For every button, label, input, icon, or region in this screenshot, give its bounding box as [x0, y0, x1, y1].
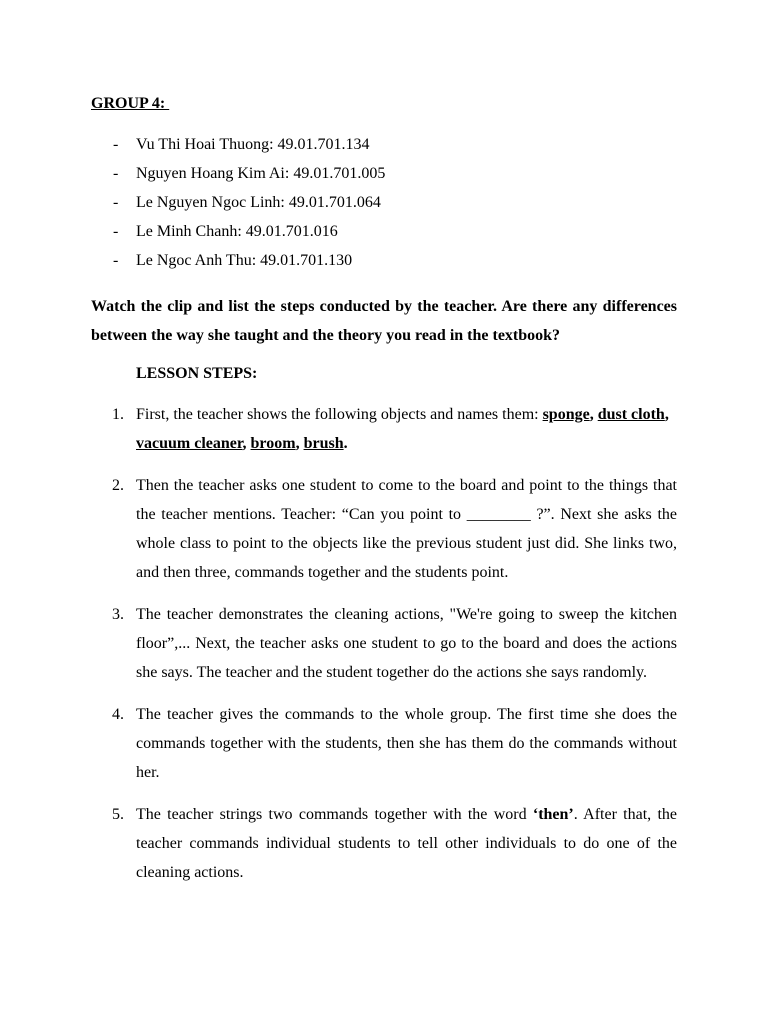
object-separator: , [295, 435, 304, 452]
step-text-after: . After that, the teacher commands individual students to tell other individuals to do one of the cleaning actions. [136, 806, 678, 881]
lesson-steps-list [91, 400, 677, 900]
step-item [91, 700, 677, 787]
step-number: 3. [112, 606, 124, 623]
bullet-dash: - [113, 223, 119, 240]
step-text: Then the teacher asks one student to come to the board and point to the things that the teacher mentions. Teacher: “Can you point to ________ ?”. Next she asks the whole class to point to the objects like the previous student just did. She links two, and then three, commands together and the students point. [136, 477, 677, 581]
member-name: Le Nguyen Ngoc Linh: 49.01.701.064 [136, 194, 381, 211]
member-name: Le Ngoc Anh Thu: 49.01.701.130 [136, 252, 353, 269]
member-name: Vu Thi Hoai Thuong: 49.01.701.134 [136, 136, 370, 153]
member-name: Le Minh Chanh: 49.01.701.016 [136, 223, 338, 240]
lesson-steps-heading: LESSON STEPS: [136, 365, 258, 382]
group-title: GROUP 4: [91, 95, 170, 112]
member-item [91, 222, 385, 251]
step-keyword: ‘then’ [532, 806, 574, 823]
object-separator: , [664, 406, 669, 423]
step-item [91, 800, 677, 887]
bullet-dash: - [113, 165, 119, 182]
object-brush: brush [303, 435, 344, 452]
object-vacuum-cleaner: vacuum cleaner [136, 435, 243, 452]
member-list [91, 135, 385, 280]
step-text: The teacher demonstrates the cleaning actions, "We're going to sweep the kitchen floor”,... Next, the teacher asks one student to go to the board and does the actions she says. The teacher and the student together do the actions she says randomly. [136, 606, 677, 681]
object-separator: , [589, 406, 598, 423]
step-end-period: . [343, 435, 348, 452]
step-item [91, 400, 677, 458]
step-item [91, 471, 677, 587]
bullet-dash: - [113, 252, 119, 269]
member-item [91, 164, 385, 193]
object-separator: , [242, 435, 251, 452]
member-item [91, 135, 385, 164]
assignment-question: Watch the clip and list the steps conducted by the teacher. Are there any differences between the way she taught and the theory you read in the textbook? [91, 298, 677, 344]
step-item [91, 600, 677, 687]
object-dust-cloth: dust cloth [597, 406, 665, 423]
member-item [91, 251, 385, 280]
step-number: 2. [112, 477, 124, 494]
object-broom: broom [250, 435, 296, 452]
bullet-dash: - [113, 136, 119, 153]
step-intro: First, the teacher shows the following objects and names them: [136, 406, 543, 423]
member-item [91, 193, 385, 222]
step-number: 5. [112, 806, 124, 823]
step-number: 4. [112, 706, 124, 723]
step-number: 1. [112, 406, 124, 423]
bullet-dash: - [113, 194, 119, 211]
object-sponge: sponge [542, 406, 590, 423]
member-name: Nguyen Hoang Kim Ai: 49.01.701.005 [136, 165, 386, 182]
step-text: The teacher gives the commands to the whole group. The first time she does the commands together with the students, then she has them do the commands without her. [136, 706, 677, 781]
step-text-before: The teacher strings two commands together with the word [136, 806, 533, 823]
